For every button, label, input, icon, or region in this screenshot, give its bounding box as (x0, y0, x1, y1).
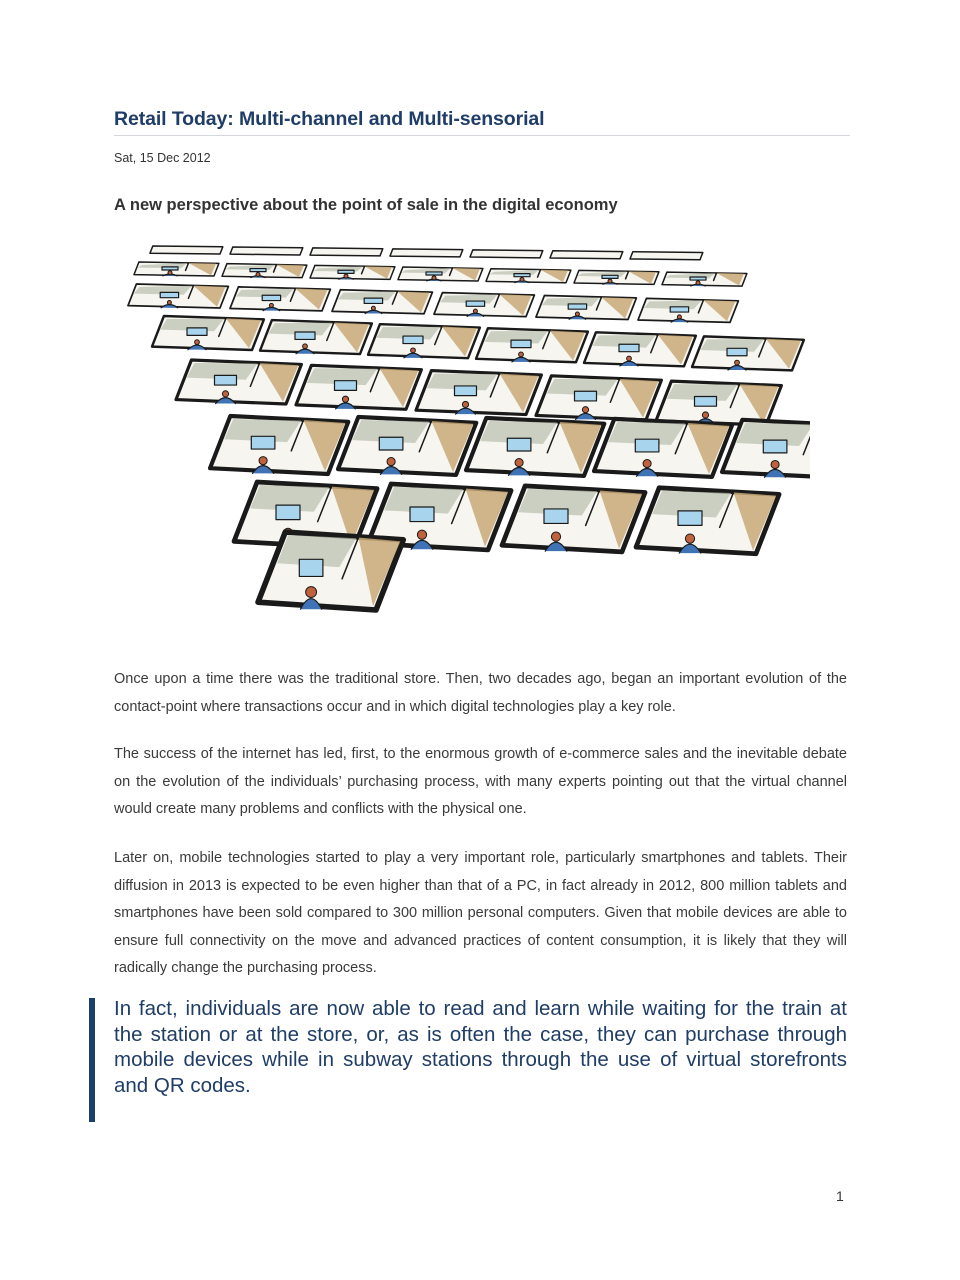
paragraph-3: Later on, mobile technologies started to play a very important role, particularly smartphones and tablets. Their diffusion in 2013 is expected to be even higher than that of a PC, in fact already in 2012, 800 million tablets and smartphones have been sold compared to 300 million personal computers. Given that mobile devices are able to ensure full connectivity on the move and advanced practices of content consumption, it is likely that they will radically change the purchasing process. (114, 850, 847, 976)
document-title: Retail Today: Multi-channel and Multi-sensorial (114, 108, 850, 136)
paragraph-2: The success of the internet has led, first, to the enormous growth of e-commerce sales and the inevitable debate on the evolution of the individuals’ purchasing process, with many experts pointing out that the virtual channel would create many problems and conflicts with the physical one. (114, 746, 847, 817)
pull-quote: In fact, individuals are now able to read and learn while waiting for the train at the station or at the store, or, as is often the case, they can purchase through mobile devices while in subway stations through the use of virtual storefronts and QR codes. (114, 997, 847, 1097)
page-number: 1 (836, 1188, 844, 1204)
article-subtitle: A new perspective about the point of sale in the digital economy (114, 196, 618, 214)
publish-date: Sat, 15 Dec 2012 (114, 151, 211, 165)
pull-quote-bar (89, 998, 95, 1122)
cubicles-illustration (110, 232, 810, 642)
paragraph-1: Once upon a time there was the traditional store. Then, two decades ago, began an important evolution of the contact-point where transactions occur and in which digital technologies play a key role. (114, 671, 847, 715)
